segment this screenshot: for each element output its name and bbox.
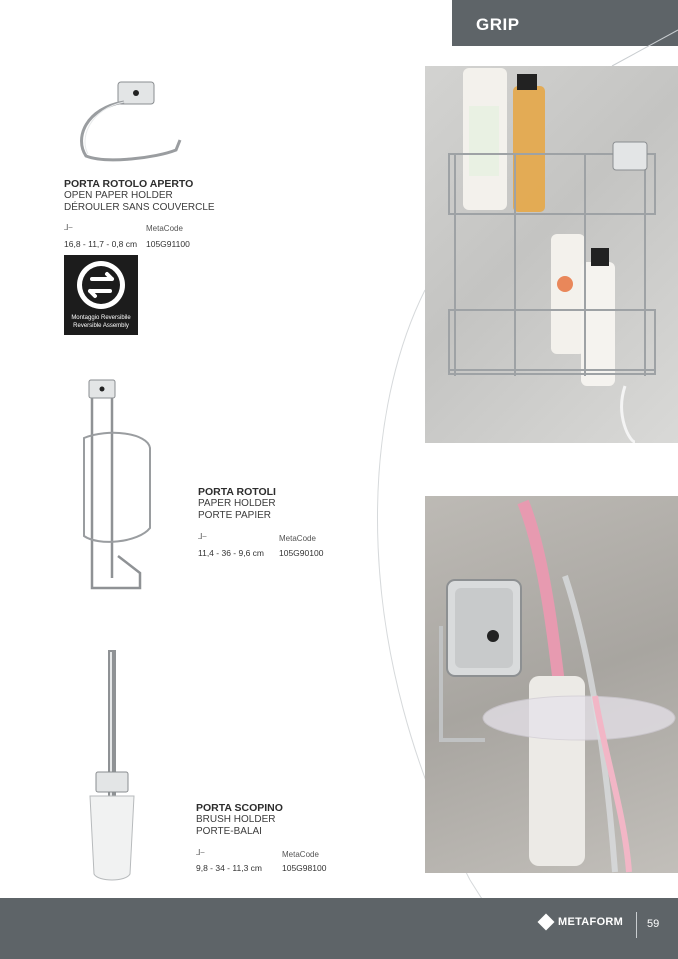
page-footer bbox=[0, 898, 678, 959]
product-1-code: 105G91100 bbox=[146, 239, 190, 249]
badge-line-1: Montaggio Reversibile bbox=[71, 315, 131, 321]
product-3-subtitle-fr: PORTE-BALAI bbox=[196, 826, 262, 837]
product-2-title: PORTA ROTOLI bbox=[198, 486, 276, 498]
brand-name: METAFORM bbox=[558, 916, 624, 928]
brand-logo bbox=[540, 916, 623, 928]
product-1-title: PORTA ROTOLO APERTO bbox=[64, 178, 194, 190]
product-2-info bbox=[198, 486, 398, 522]
product-2-subtitle-fr: PORTE PAPIER bbox=[198, 510, 271, 521]
toothbrush-holder-photo bbox=[425, 496, 678, 873]
badge-line-2: Reversible Assembly bbox=[73, 323, 129, 329]
open-paper-holder-image bbox=[76, 78, 186, 168]
page-number: 59 bbox=[647, 918, 660, 930]
product-1-dims-icon: ⅃⎯ bbox=[64, 223, 73, 232]
product-3-subtitle-en: BRUSH HOLDER bbox=[196, 814, 276, 825]
shower-caddy-photo bbox=[425, 66, 678, 443]
product-1-info bbox=[64, 178, 264, 214]
product-3-code: 105G98100 bbox=[282, 863, 327, 873]
brush-holder-image bbox=[86, 648, 138, 883]
product-2-subtitle-en: PAPER HOLDER bbox=[198, 498, 276, 509]
product-2-dimensions: 11,4 - 36 - 9,6 cm bbox=[198, 548, 264, 558]
product-1-dimensions: 16,8 - 11,7 - 0,8 cm bbox=[64, 239, 138, 249]
paper-holder-image bbox=[78, 378, 160, 596]
product-2-code: 105G90100 bbox=[279, 548, 324, 558]
product-3-dimensions: 9,8 - 34 - 11,3 cm bbox=[196, 863, 262, 873]
reversible-arrows-icon bbox=[70, 257, 132, 313]
product-1-meta-label: MetaCode bbox=[146, 224, 183, 233]
product-1-subtitle-en: OPEN PAPER HOLDER bbox=[64, 190, 173, 201]
product-3-meta-label: MetaCode bbox=[282, 850, 319, 859]
product-3-dims-icon: ⅃⎯ bbox=[196, 848, 205, 857]
footer-divider bbox=[636, 912, 637, 938]
product-3-info bbox=[196, 802, 396, 838]
product-2-meta-label: MetaCode bbox=[279, 534, 316, 543]
product-2-dims-icon: ⅃⎯ bbox=[198, 532, 207, 541]
product-1-subtitle-fr: DÉROULER SANS COUVERCLE bbox=[64, 202, 215, 213]
section-title: GRIP bbox=[476, 15, 520, 34]
reversible-assembly-badge bbox=[64, 255, 138, 335]
metaform-logo-icon bbox=[538, 914, 555, 931]
product-3-title: PORTA SCOPINO bbox=[196, 802, 283, 814]
